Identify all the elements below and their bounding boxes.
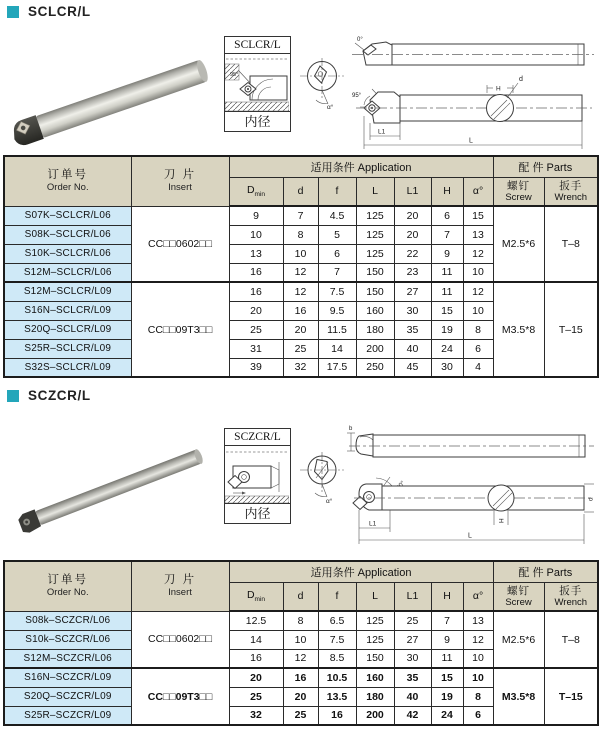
value-cell: 6 xyxy=(318,244,356,263)
value-cell: 6 xyxy=(431,206,463,225)
col-header-wrench: 扳手 Wrench xyxy=(544,582,598,611)
value-cell: 20 xyxy=(283,687,318,706)
value-cell: 160 xyxy=(356,301,394,320)
order-no-cell: S12M–SCLCR/L09 xyxy=(4,282,131,301)
value-cell: 150 xyxy=(356,263,394,282)
value-cell: 15 xyxy=(463,206,493,225)
value-cell: 17.5 xyxy=(318,358,356,377)
value-cell: 6 xyxy=(463,339,493,358)
value-cell: 4 xyxy=(463,358,493,377)
tool-photo-sclcr xyxy=(8,30,213,148)
value-cell: 9 xyxy=(431,630,463,649)
table-header xyxy=(4,156,598,206)
order-no-cell: S10K–SCLCR/L06 xyxy=(4,244,131,263)
value-cell: 8.5 xyxy=(318,649,356,668)
col-header-d: d xyxy=(283,177,318,206)
sclcr-spec-table xyxy=(3,155,599,378)
value-cell: 12 xyxy=(463,244,493,263)
value-cell: 125 xyxy=(356,206,394,225)
value-cell: 20 xyxy=(283,320,318,339)
value-cell: 11.5 xyxy=(318,320,356,339)
value-cell: 11 xyxy=(431,263,463,282)
dim-l1-label: L1 xyxy=(369,520,377,528)
order-no-cell: S20Q–SCZCR/L09 xyxy=(4,687,131,706)
value-cell: 40 xyxy=(394,687,431,706)
table-header xyxy=(4,561,598,611)
order-no-cell: S10k–SCZCR/L06 xyxy=(4,630,131,649)
table-body xyxy=(4,611,598,725)
value-cell: 150 xyxy=(356,282,394,301)
value-cell: 42 xyxy=(394,706,431,725)
value-cell: 45 xyxy=(394,358,431,377)
value-cell: 200 xyxy=(356,339,394,358)
value-cell: 7 xyxy=(431,611,463,630)
value-cell: 9 xyxy=(431,244,463,263)
wrench-cell: T–8 xyxy=(544,611,598,668)
value-cell: 14 xyxy=(229,630,283,649)
value-cell: 39 xyxy=(229,358,283,377)
value-cell: 13.5 xyxy=(318,687,356,706)
order-no-cell: S16N–SCLCR/L09 xyxy=(4,301,131,320)
insert-diagram-box-sczcr xyxy=(224,428,291,524)
section-title-text: SCZCR/L xyxy=(28,388,91,403)
value-cell: 125 xyxy=(356,611,394,630)
value-cell: 7 xyxy=(431,225,463,244)
col-header-dmin: $D_{min}$ xyxy=(229,582,283,611)
screw-cell: M3.5*8 xyxy=(493,668,544,725)
value-cell: 20 xyxy=(394,206,431,225)
col-group-application: 适用条件 Application xyxy=(229,156,493,177)
value-cell: 7 xyxy=(283,206,318,225)
top-angle-label: 0° xyxy=(357,37,363,43)
value-cell: 20 xyxy=(229,668,283,687)
order-no-cell: S25R–SCLCR/L09 xyxy=(4,339,131,358)
sczcr-spec-table xyxy=(3,560,599,726)
value-cell: 23 xyxy=(394,263,431,282)
value-cell: 27 xyxy=(394,282,431,301)
value-cell: 160 xyxy=(356,668,394,687)
value-cell: 250 xyxy=(356,358,394,377)
table-row xyxy=(4,611,598,630)
value-cell: 12 xyxy=(463,630,493,649)
dim-l1-label: L1 xyxy=(378,128,386,136)
section-bullet-icon xyxy=(7,6,19,18)
dim-h-label: H xyxy=(498,518,506,523)
col-header-order: 订单号 Order No. xyxy=(4,156,131,206)
table-row xyxy=(4,282,598,301)
value-cell: 10 xyxy=(463,263,493,282)
diagram-box-caption: 内径 xyxy=(225,503,290,523)
bore-angle-label: 95° xyxy=(230,72,239,78)
col-group-application: 适用条件 Application xyxy=(229,561,493,582)
value-cell: 16 xyxy=(318,706,356,725)
value-cell: 7.5 xyxy=(318,630,356,649)
value-cell: 12 xyxy=(283,282,318,301)
col-header-screw: 螺钉 Screw xyxy=(493,582,544,611)
value-cell: 12 xyxy=(283,263,318,282)
value-cell: 10 xyxy=(283,244,318,263)
value-cell: 16 xyxy=(229,649,283,668)
order-no-cell: S12M–SCLCR/L06 xyxy=(4,263,131,282)
col-group-parts: 配 件 Parts xyxy=(493,156,598,177)
wrench-cell: T–8 xyxy=(544,206,598,282)
value-cell: 30 xyxy=(394,301,431,320)
value-cell: 11 xyxy=(431,649,463,668)
section-title-sclcr xyxy=(7,4,91,19)
order-no-cell: S08k–SCZCR/L06 xyxy=(4,611,131,630)
insert-diagram-box-sclcr xyxy=(224,36,291,132)
value-cell: 32 xyxy=(229,706,283,725)
value-cell: 180 xyxy=(356,320,394,339)
value-cell: 6 xyxy=(463,706,493,725)
col-header-f: f xyxy=(318,177,356,206)
screw-cell: M2.5*6 xyxy=(493,206,544,282)
bore-diagram xyxy=(225,446,290,503)
value-cell: 40 xyxy=(394,339,431,358)
dim-d-label: d xyxy=(519,76,523,83)
col-header-alpha: α° xyxy=(463,582,493,611)
value-cell: 8 xyxy=(283,225,318,244)
value-cell: 4.5 xyxy=(318,206,356,225)
value-cell: 10 xyxy=(463,668,493,687)
section-bullet-icon xyxy=(7,390,19,402)
value-cell: 13 xyxy=(229,244,283,263)
insert-code-cell: CC□□09T3□□ xyxy=(131,282,229,377)
dim-h-label: H xyxy=(496,85,501,93)
table-row xyxy=(4,206,598,225)
value-cell: 180 xyxy=(356,687,394,706)
value-cell: 15 xyxy=(431,668,463,687)
insert-code-cell: CC□□0602□□ xyxy=(131,611,229,668)
value-cell: 12 xyxy=(283,649,318,668)
order-no-cell: S12M–SCZCR/L06 xyxy=(4,649,131,668)
col-header-l: L xyxy=(356,582,394,611)
cross-section-diagram-sczcr xyxy=(299,450,345,508)
section-title-sczcr xyxy=(7,388,91,403)
alpha-angle-label: α° xyxy=(326,498,333,505)
value-cell: 24 xyxy=(431,706,463,725)
col-header-l: L xyxy=(356,177,394,206)
value-cell: 31 xyxy=(229,339,283,358)
value-cell: 16 xyxy=(229,263,283,282)
value-cell: 20 xyxy=(229,301,283,320)
value-cell: 5 xyxy=(318,225,356,244)
lead-angle-label: 95° xyxy=(352,93,362,99)
value-cell: 8 xyxy=(463,687,493,706)
order-no-cell: S16N–SCZCR/L09 xyxy=(4,668,131,687)
value-cell: 7.5 xyxy=(318,282,356,301)
value-cell: 24 xyxy=(431,339,463,358)
value-cell: 125 xyxy=(356,244,394,263)
dim-l-label: L xyxy=(468,532,472,540)
diagram-box-title: SCLCR/L xyxy=(225,37,290,54)
insert-code-cell: CC□□0602□□ xyxy=(131,206,229,282)
cross-section-diagram-sclcr xyxy=(299,56,345,114)
value-cell: 200 xyxy=(356,706,394,725)
value-cell: 35 xyxy=(394,320,431,339)
col-header-l1: L1 xyxy=(394,582,431,611)
col-header-insert: 刀 片 Insert xyxy=(131,561,229,611)
dim-d-label: d xyxy=(587,497,595,501)
table-row xyxy=(4,668,598,687)
screw-cell: M2.5*6 xyxy=(493,611,544,668)
value-cell: 150 xyxy=(356,649,394,668)
screw-cell: M3.5*8 xyxy=(493,282,544,377)
value-cell: 12 xyxy=(463,282,493,301)
value-cell: 16 xyxy=(229,282,283,301)
value-cell: 10 xyxy=(463,301,493,320)
table-body xyxy=(4,206,598,377)
diagram-box-caption: 内径 xyxy=(225,111,290,131)
value-cell: 19 xyxy=(431,687,463,706)
order-no-cell: S07K–SCLCR/L06 xyxy=(4,206,131,225)
value-cell: 9.5 xyxy=(318,301,356,320)
dimension-drawing-sclcr xyxy=(350,32,596,152)
value-cell: 8 xyxy=(463,320,493,339)
value-cell: 25 xyxy=(394,611,431,630)
value-cell: 35 xyxy=(394,668,431,687)
wrench-cell: T–15 xyxy=(544,668,598,725)
col-header-h: H xyxy=(431,582,463,611)
value-cell: 25 xyxy=(229,687,283,706)
col-header-order: 订单号 Order No. xyxy=(4,561,131,611)
value-cell: 8 xyxy=(283,611,318,630)
order-no-cell: S20Q–SCLCR/L09 xyxy=(4,320,131,339)
order-no-cell: S32S–SCLCR/L09 xyxy=(4,358,131,377)
value-cell: 10.5 xyxy=(318,668,356,687)
value-cell: 25 xyxy=(229,320,283,339)
value-cell: 13 xyxy=(463,225,493,244)
order-no-cell: S08K–SCLCR/L06 xyxy=(4,225,131,244)
section-title-text: SCLCR/L xyxy=(28,4,91,19)
value-cell: 27 xyxy=(394,630,431,649)
value-cell: 6.5 xyxy=(318,611,356,630)
col-header-alpha: α° xyxy=(463,177,493,206)
value-cell: 9 xyxy=(229,206,283,225)
col-header-insert: 刀 片 Insert xyxy=(131,156,229,206)
value-cell: 11 xyxy=(431,282,463,301)
value-cell: 25 xyxy=(283,339,318,358)
value-cell: 15 xyxy=(431,301,463,320)
diagram-box-title: SCZCR/L xyxy=(225,429,290,446)
col-header-f: f xyxy=(318,582,356,611)
value-cell: 20 xyxy=(394,225,431,244)
dimension-drawing-sczcr xyxy=(346,420,598,548)
tool-photo-sczcr xyxy=(8,418,213,538)
value-cell: 30 xyxy=(394,649,431,668)
value-cell: 19 xyxy=(431,320,463,339)
alpha-angle-label: α° xyxy=(327,104,334,111)
value-cell: 12.5 xyxy=(229,611,283,630)
value-cell: 13 xyxy=(463,611,493,630)
bore-diagram xyxy=(225,54,290,111)
value-cell: 16 xyxy=(283,301,318,320)
value-cell: 32 xyxy=(283,358,318,377)
col-header-screw: 螺钉 Screw xyxy=(493,177,544,206)
value-cell: 125 xyxy=(356,630,394,649)
col-header-wrench: 扳手 Wrench xyxy=(544,177,598,206)
value-cell: 10 xyxy=(463,649,493,668)
value-cell: 14 xyxy=(318,339,356,358)
col-header-h: H xyxy=(431,177,463,206)
value-cell: 16 xyxy=(283,668,318,687)
value-cell: 22 xyxy=(394,244,431,263)
value-cell: 10 xyxy=(229,225,283,244)
insert-code-cell: CC□□09T3□□ xyxy=(131,668,229,725)
value-cell: 30 xyxy=(431,358,463,377)
col-header-l1: L1 xyxy=(394,177,431,206)
wrench-cell: T–15 xyxy=(544,282,598,377)
order-no-cell: S25R–SCZCR/L09 xyxy=(4,706,131,725)
value-cell: 125 xyxy=(356,225,394,244)
value-cell: 25 xyxy=(283,706,318,725)
value-cell: 10 xyxy=(283,630,318,649)
col-header-dmin: $D_{min}$ xyxy=(229,177,283,206)
value-cell: 7 xyxy=(318,263,356,282)
col-group-parts: 配 件 Parts xyxy=(493,561,598,582)
dim-b-label: b xyxy=(349,426,353,432)
dim-l-label: L xyxy=(469,137,473,145)
col-header-d: d xyxy=(283,582,318,611)
